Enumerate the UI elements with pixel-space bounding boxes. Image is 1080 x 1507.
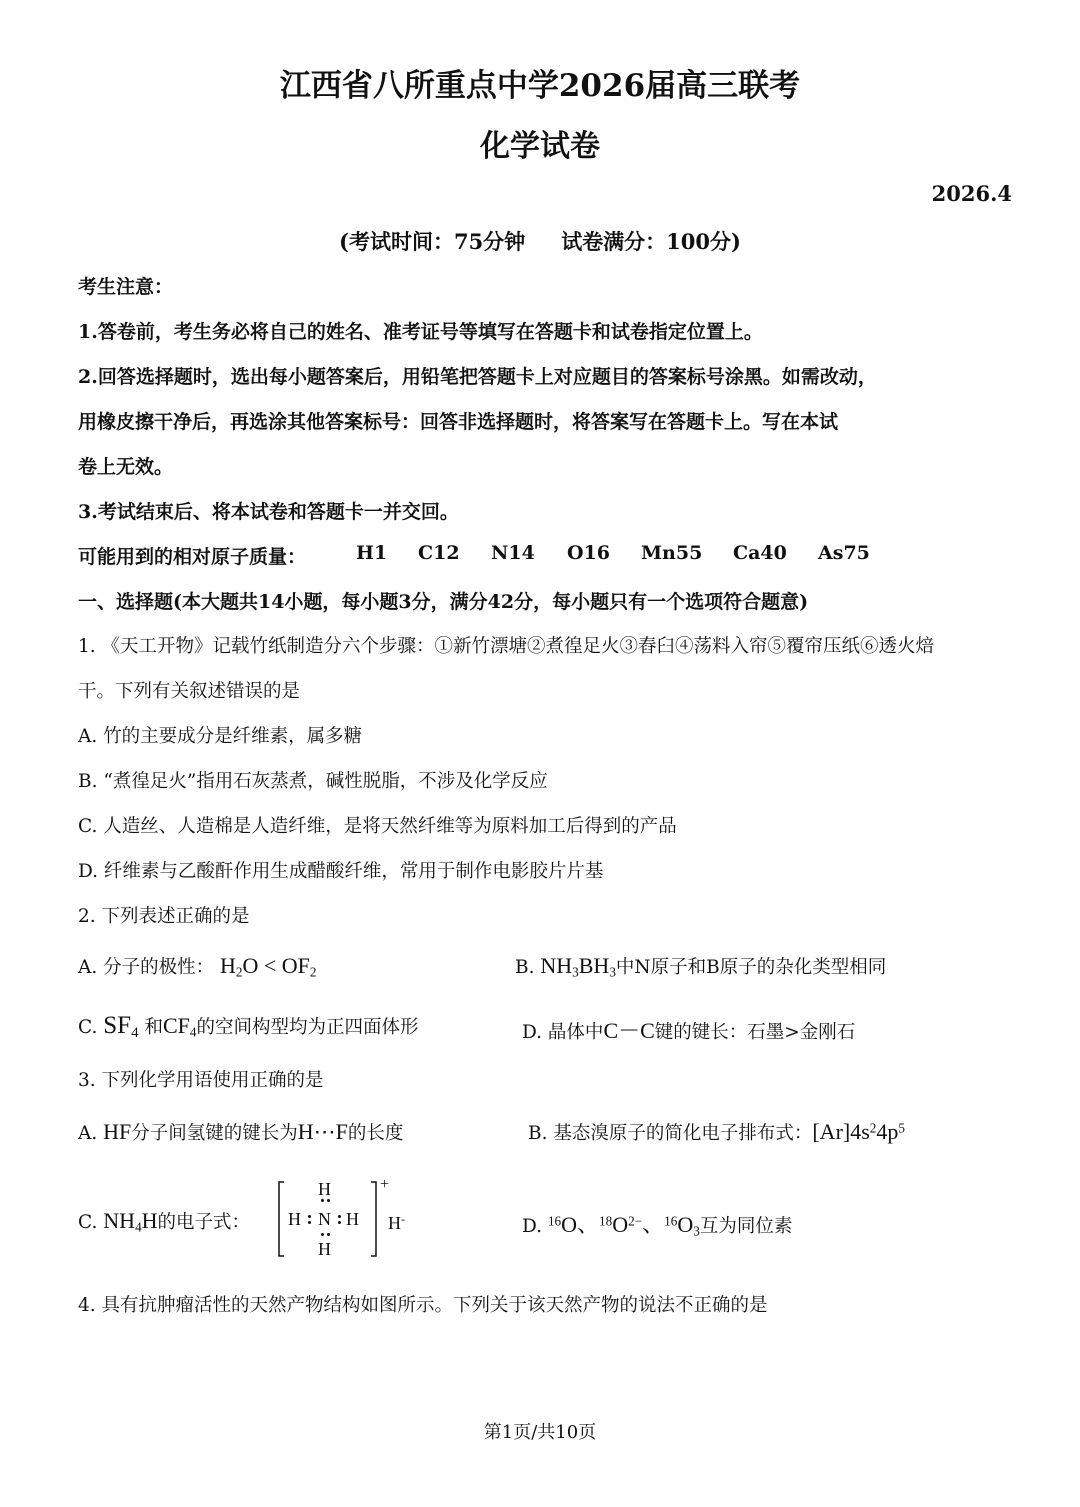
atom-n-center: N [318,1209,331,1229]
q2-stem: 2. 下列表述正确的是 [78,906,250,927]
q3-option-b: B. 基态溴原子的简化电子排布式：$[Ar]4s^24p^5$ [528,1119,905,1144]
page-footer: 第1页/共10页 [483,1422,597,1443]
q3-option-a: A. HF分子间氢键的键长为H⋯F的长度 [78,1119,404,1144]
exam-info [0,226,1080,256]
q2-option-b: B. $NH_3BH_3$中N原子和B原子的杂化类型相同 [515,953,887,980]
atomic-mass-ca: Ca40 [733,542,787,564]
q2-option-c: C. $SF_4$ 和$CF_4$的空间构型均为正四面体形 [78,1012,419,1041]
q2-option-d: D. 晶体中C－C键的键长：石墨>金刚石 [522,1018,856,1043]
atom-h-left: H [288,1209,301,1229]
atomic-mass-as: As75 [818,542,870,564]
q1-stem-line-2: 干。下列有关叙述错误的是 [78,681,301,702]
notice-item-2-line-2: 用橡皮擦干净后，再选涂其他答案标号：回答非选择题时，将答案写在答题卡上。写在本试 [78,411,839,433]
q2-a-formula: $H_2O < OF_2$ [220,953,317,980]
exam-title: 江西省八所重点中学2026届高三联考 [279,68,801,104]
atom-h-right: H [346,1209,359,1229]
q3-b-config: $[Ar]4s^24p^5$ [812,1119,905,1144]
notice-item-1: 1.答卷前，考生务必将自己的姓名、准考证号等填写在答题卡和试卷指定位置上。 [78,321,763,343]
atomic-mass-o: O16 [567,542,610,564]
notice-item-2-line-1: 2.回答选择题时，选出每小题答案后，用铅笔把答题卡上对应题目的答案标号涂黑。如需改动， [78,366,877,388]
section-1-heading: 一、选择题(本大题共14小题，每小题3分，满分42分，每小题只有一个选项符合题意) [78,591,809,613]
q3-a-hf: HF [103,1119,132,1144]
q4-stem: 4. 具有抗肿瘤活性的天然产物结构如图所示。下列关于该天然产物的说法不正确的是 [78,1295,768,1316]
full-score: 试卷满分：100分) [561,229,741,254]
notice-heading: 考生注意： [78,276,174,298]
cation-charge: + [380,1176,390,1193]
atom-h-top: H [318,1179,331,1199]
q1-option-b: B. “煮徨足火”指用石灰蒸煮，碱性脱脂，不涉及化学反应 [78,771,548,792]
q3-c-formula: $NH_4H$ [103,1208,158,1235]
q2-c-formula-cf4: $CF_4$ [163,1013,197,1040]
atomic-mass-line [78,542,870,569]
notice-item-2-line-3: 卷上无效。 [78,456,174,478]
notice-item-3: 3.考试结束后、将本试卷和答题卡一并交回。 [78,501,459,523]
atom-h-bottom: H [318,1239,331,1259]
q3-option-c: C. $NH_4H$的电子式： [78,1208,251,1235]
q2-option-a: A. 分子的极性： $H_2O < OF_2$ [78,953,317,980]
q2-b-formula: $NH_3BH_3$ [540,953,616,980]
q1-option-a: A. 竹的主要成分是纤维素，属多糖 [78,726,363,747]
q2-d-bond: C－C [603,1018,655,1043]
q3-option-d: D. $^{16}$O、$^{18}O^{2-}$、$^{16}O_3$互为同位素 [522,1212,793,1239]
atomic-mass-c: C12 [418,542,460,564]
exam-date: 2026.4 [931,181,1012,206]
atomic-mass-n: N14 [491,542,535,564]
atomic-mass-label: 可能用到的相对原子质量： [78,546,307,568]
q1-stem-line-1: 1. 《天工开物》记载竹纸制造分六个步骤：①新竹漂塘②煮徨足火③舂臼④荡料入帘⑤覆帘压纸⑥透火焙 [78,636,935,657]
atomic-mass-h: H1 [356,542,388,564]
hydride-ion: H- [388,1212,405,1233]
q3-c-electron-dot-diagram [276,1178,426,1260]
exam-subtitle: 化学试卷 [480,129,600,164]
atomic-mass-mn: Mn55 [641,542,703,564]
q3-d-isotopes: $^{16}$O、$^{18}O^{2-}$、$^{16}O_3$ [547,1212,700,1239]
q3-a-bond: H⋯F [297,1119,348,1144]
q1-option-d: D. 纤维素与乙酸酐作用生成醋酸纤维，常用于制作电影胶片片基 [78,861,604,882]
exam-time: (考试时间：75分钟 [339,229,526,254]
q3-stem: 3. 下列化学用语使用正确的是 [78,1070,324,1091]
q1-option-c: C. 人造丝、人造棉是人造纤维，是将天然纤维等为原料加工后得到的产品 [78,816,677,837]
q2-c-formula-sf4: $SF_4$ [103,1012,139,1041]
